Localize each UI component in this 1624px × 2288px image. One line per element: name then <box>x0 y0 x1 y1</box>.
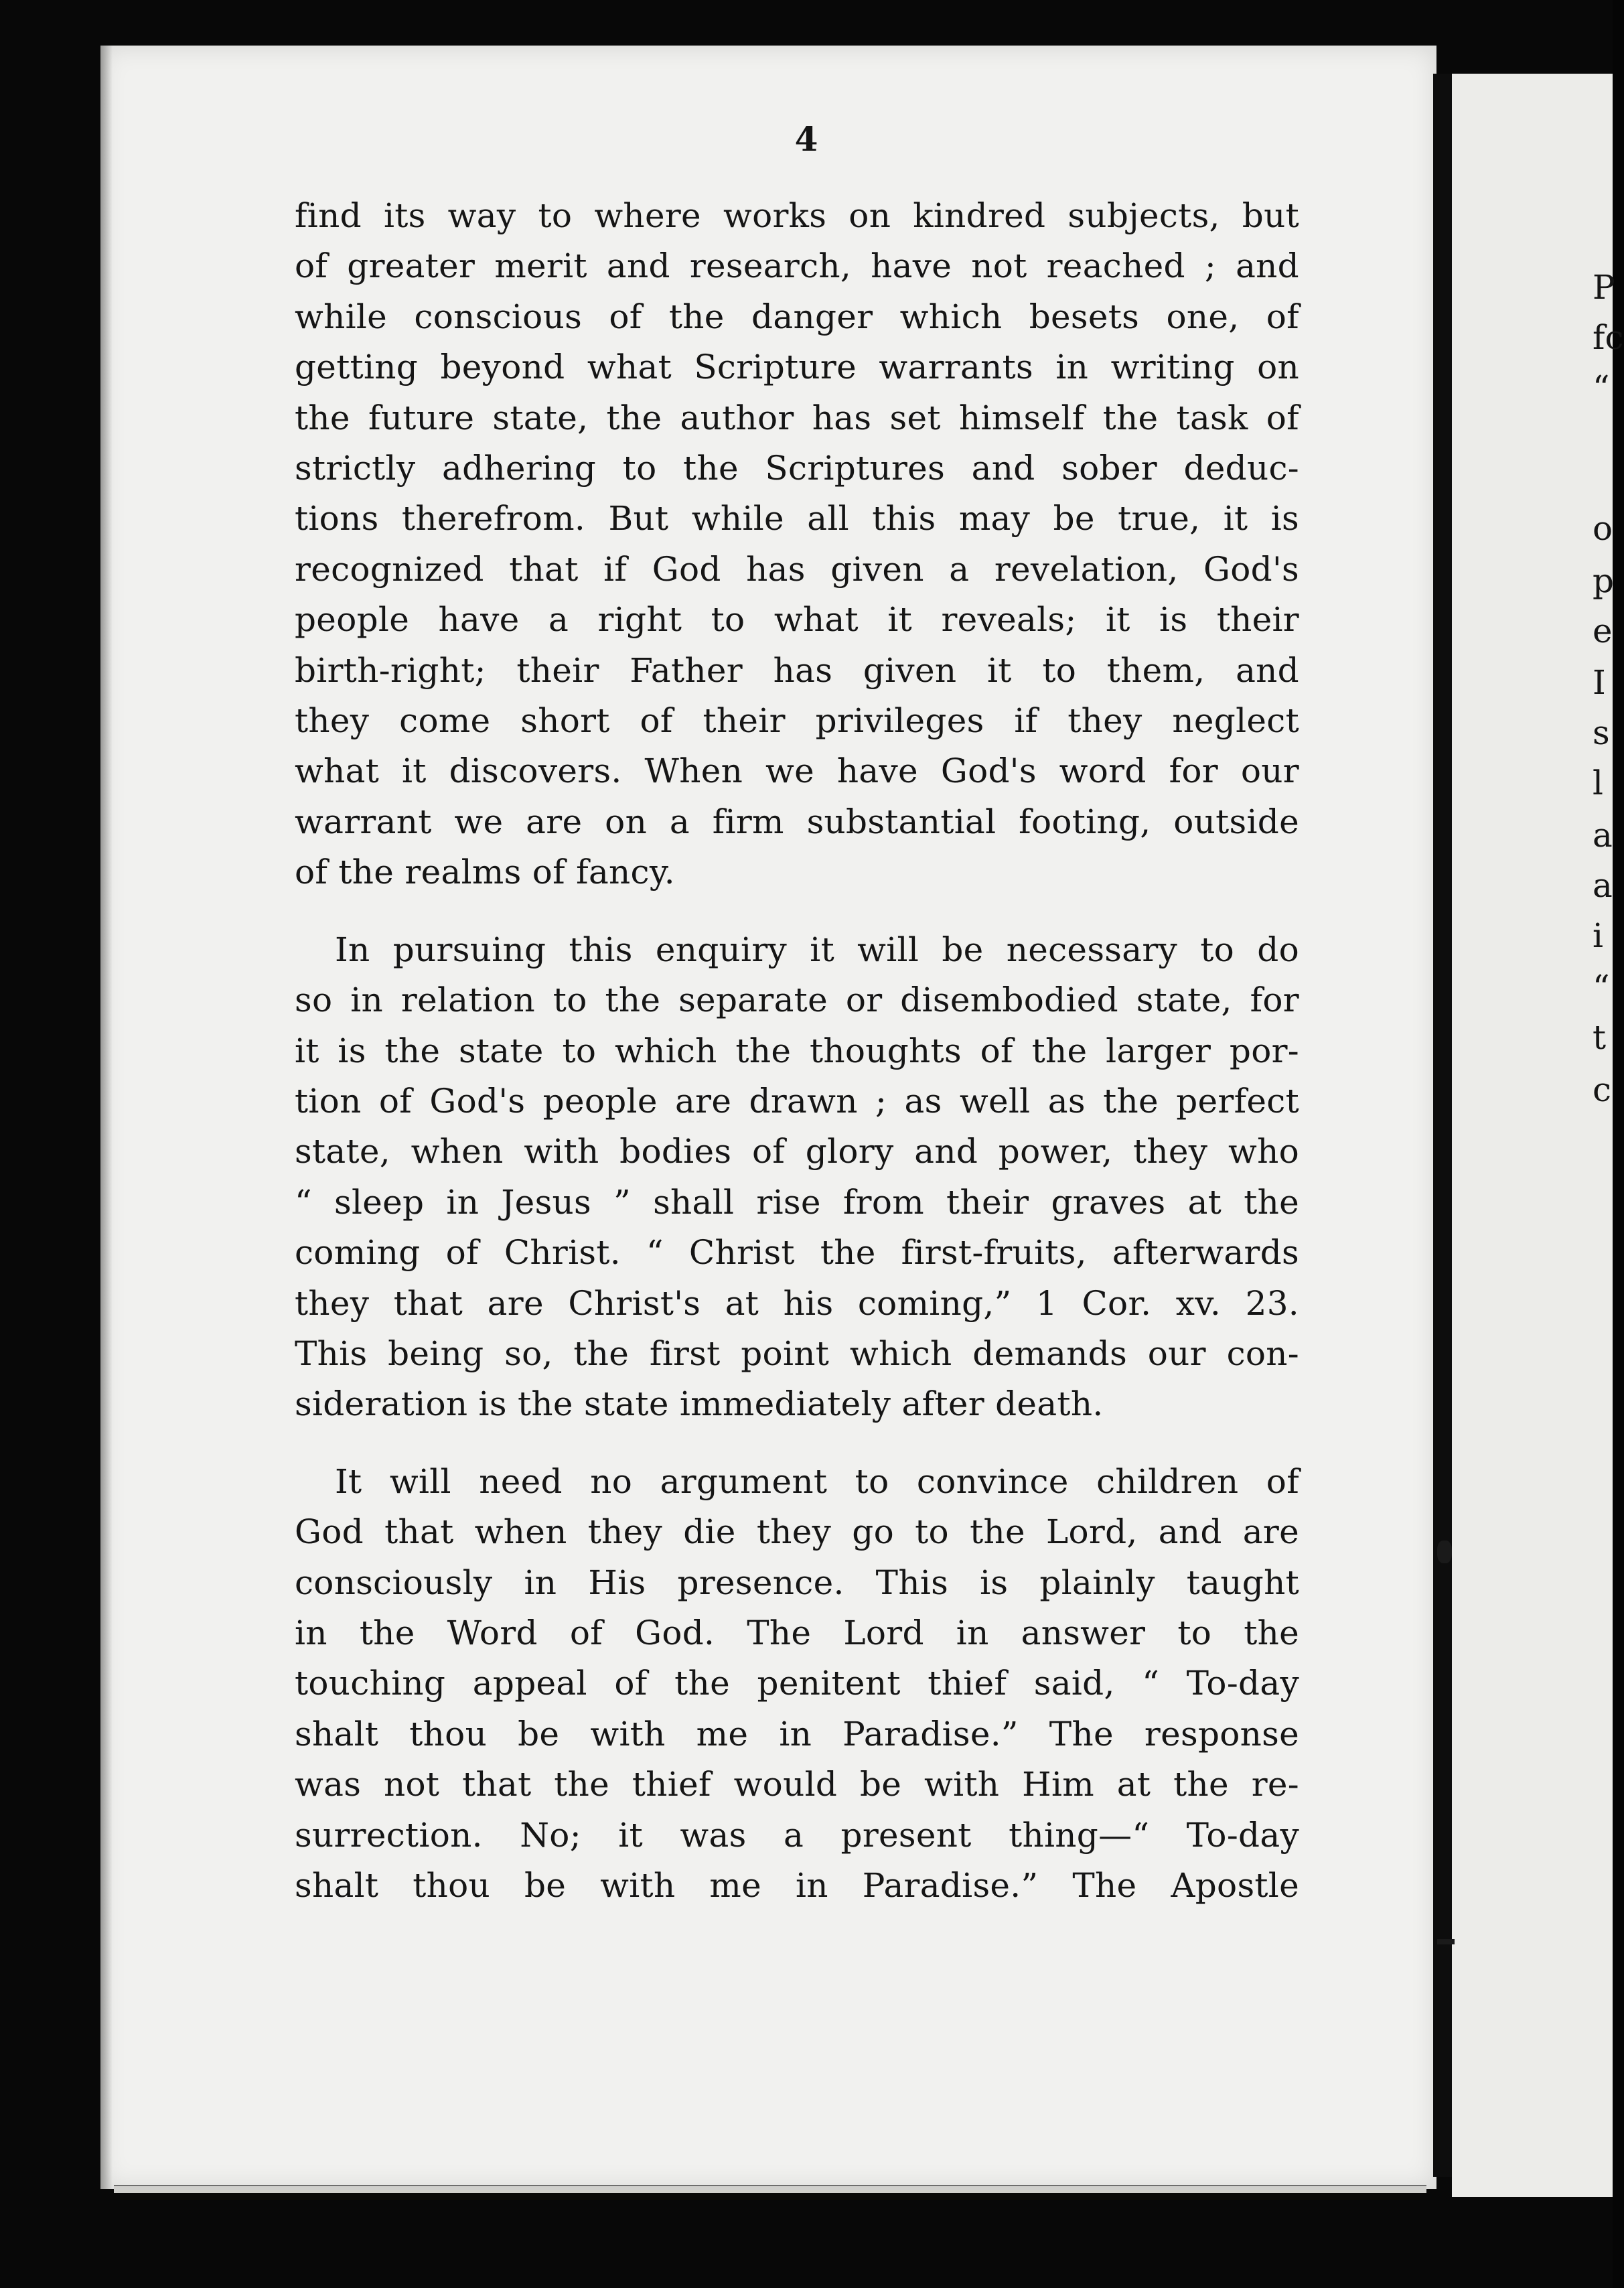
text-line: it is the state to which the thoughts of the larger por- <box>295 1031 1299 1070</box>
text-line: the future state, the author has set himself the task of <box>295 398 1299 437</box>
gutter-binding-mark <box>1437 1939 1455 1944</box>
adjacent-page-fragment: t <box>1593 1018 1607 1057</box>
paragraph <box>295 191 1299 898</box>
text-line: was not that the thief would be with Him at the re- <box>295 1765 1299 1804</box>
text-line: of greater merit and research, have not reached ; and <box>295 246 1299 286</box>
text-line: coming of Christ. “ Christ the first-fruits, afterwards <box>295 1233 1299 1273</box>
adjacent-page-fragment: i <box>1593 916 1603 955</box>
text-line: they that are Christ's at his coming,” 1 Cor. xv. 23. <box>295 1283 1299 1323</box>
adjacent-page-fragment: a <box>1593 816 1613 855</box>
page-left-shadow <box>100 46 113 2189</box>
body-text <box>295 191 1299 1911</box>
paragraph <box>295 925 1299 1430</box>
adjacent-page-fragment: P <box>1593 268 1615 307</box>
adjacent-page-fragment: p <box>1593 561 1615 600</box>
text-line: touching appeal of the penitent thief said, “ To-day <box>295 1664 1299 1703</box>
text-line: shalt thou be with me in Paradise.” The Apostle <box>295 1866 1299 1905</box>
adjacent-page-fragment: “ <box>1593 968 1610 1007</box>
text-line: tion of God's people are drawn ; as well as the perfect <box>295 1081 1299 1121</box>
text-line: It will need no argument to convince children of <box>335 1461 1299 1501</box>
adjacent-page-fragment: “ <box>1593 368 1610 407</box>
adjacent-page-fragment: a <box>1593 866 1613 905</box>
text-line: of the realms of fancy. <box>295 853 675 892</box>
text-line: birth-right; their Father has given it to them, and <box>295 650 1299 690</box>
text-line: getting beyond what Scripture warrants in writing on <box>295 348 1299 387</box>
text-line: they come short of their privileges if they neglect <box>295 701 1299 741</box>
text-line: sideration is the state immediately after death. <box>295 1384 1104 1424</box>
text-line: find its way to where works on kindred subjects, but <box>295 196 1299 235</box>
text-line: in the Word of God. The Lord in answer to the <box>295 1613 1299 1652</box>
adjacent-page-fragment: fc <box>1593 318 1624 357</box>
text-line: what it discovers. When we have God's word for our <box>295 752 1299 791</box>
text-line: so in relation to the separate or disembodied state, for <box>295 981 1299 1020</box>
text-line: strictly adhering to the Scriptures and sober deduc- <box>295 449 1299 488</box>
book-gutter <box>1433 74 1452 2177</box>
text-line: state, when with bodies of glory and power, they who <box>295 1132 1299 1171</box>
adjacent-page-fragment: c <box>1593 1070 1612 1109</box>
adjacent-page-fragment: l <box>1593 764 1603 802</box>
text-line: “ sleep in Jesus ” shall rise from their graves at the <box>295 1182 1299 1222</box>
gutter-binding-mark <box>1437 1541 1452 1563</box>
text-line: surrection. No; it was a present thing—“ To-day <box>295 1815 1299 1855</box>
text-line: shalt thou be with me in Paradise.” The response <box>295 1714 1299 1754</box>
text-line: while conscious of the danger which besets one, of <box>295 297 1299 336</box>
adjacent-page-fragment: I <box>1593 663 1606 702</box>
text-line: God that when they die they go to the Lord, and are <box>295 1512 1299 1552</box>
text-line: consciously in His presence. This is plainly taught <box>295 1563 1299 1602</box>
text-line: This being so, the first point which demands our con- <box>295 1334 1299 1373</box>
adjacent-page-fragment: e <box>1593 612 1613 650</box>
text-line: recognized that if God has given a revelation, God's <box>295 549 1299 589</box>
adjacent-page-strip <box>1452 74 1624 2197</box>
paragraph <box>295 1457 1299 1912</box>
page-number: 4 <box>794 119 818 159</box>
page-bottom-edge <box>114 2185 1426 2193</box>
text-line: people have a right to what it reveals; it is their <box>295 600 1299 640</box>
text-line: warrant we are on a firm substantial footing, outside <box>295 802 1299 841</box>
adjacent-page-fragment: s <box>1593 713 1610 752</box>
text-line: In pursuing this enquiry it will be necessary to do <box>335 930 1299 969</box>
text-line: tions therefrom. But while all this may be true, it is <box>295 499 1299 539</box>
adjacent-page-fragment: o <box>1593 509 1613 548</box>
